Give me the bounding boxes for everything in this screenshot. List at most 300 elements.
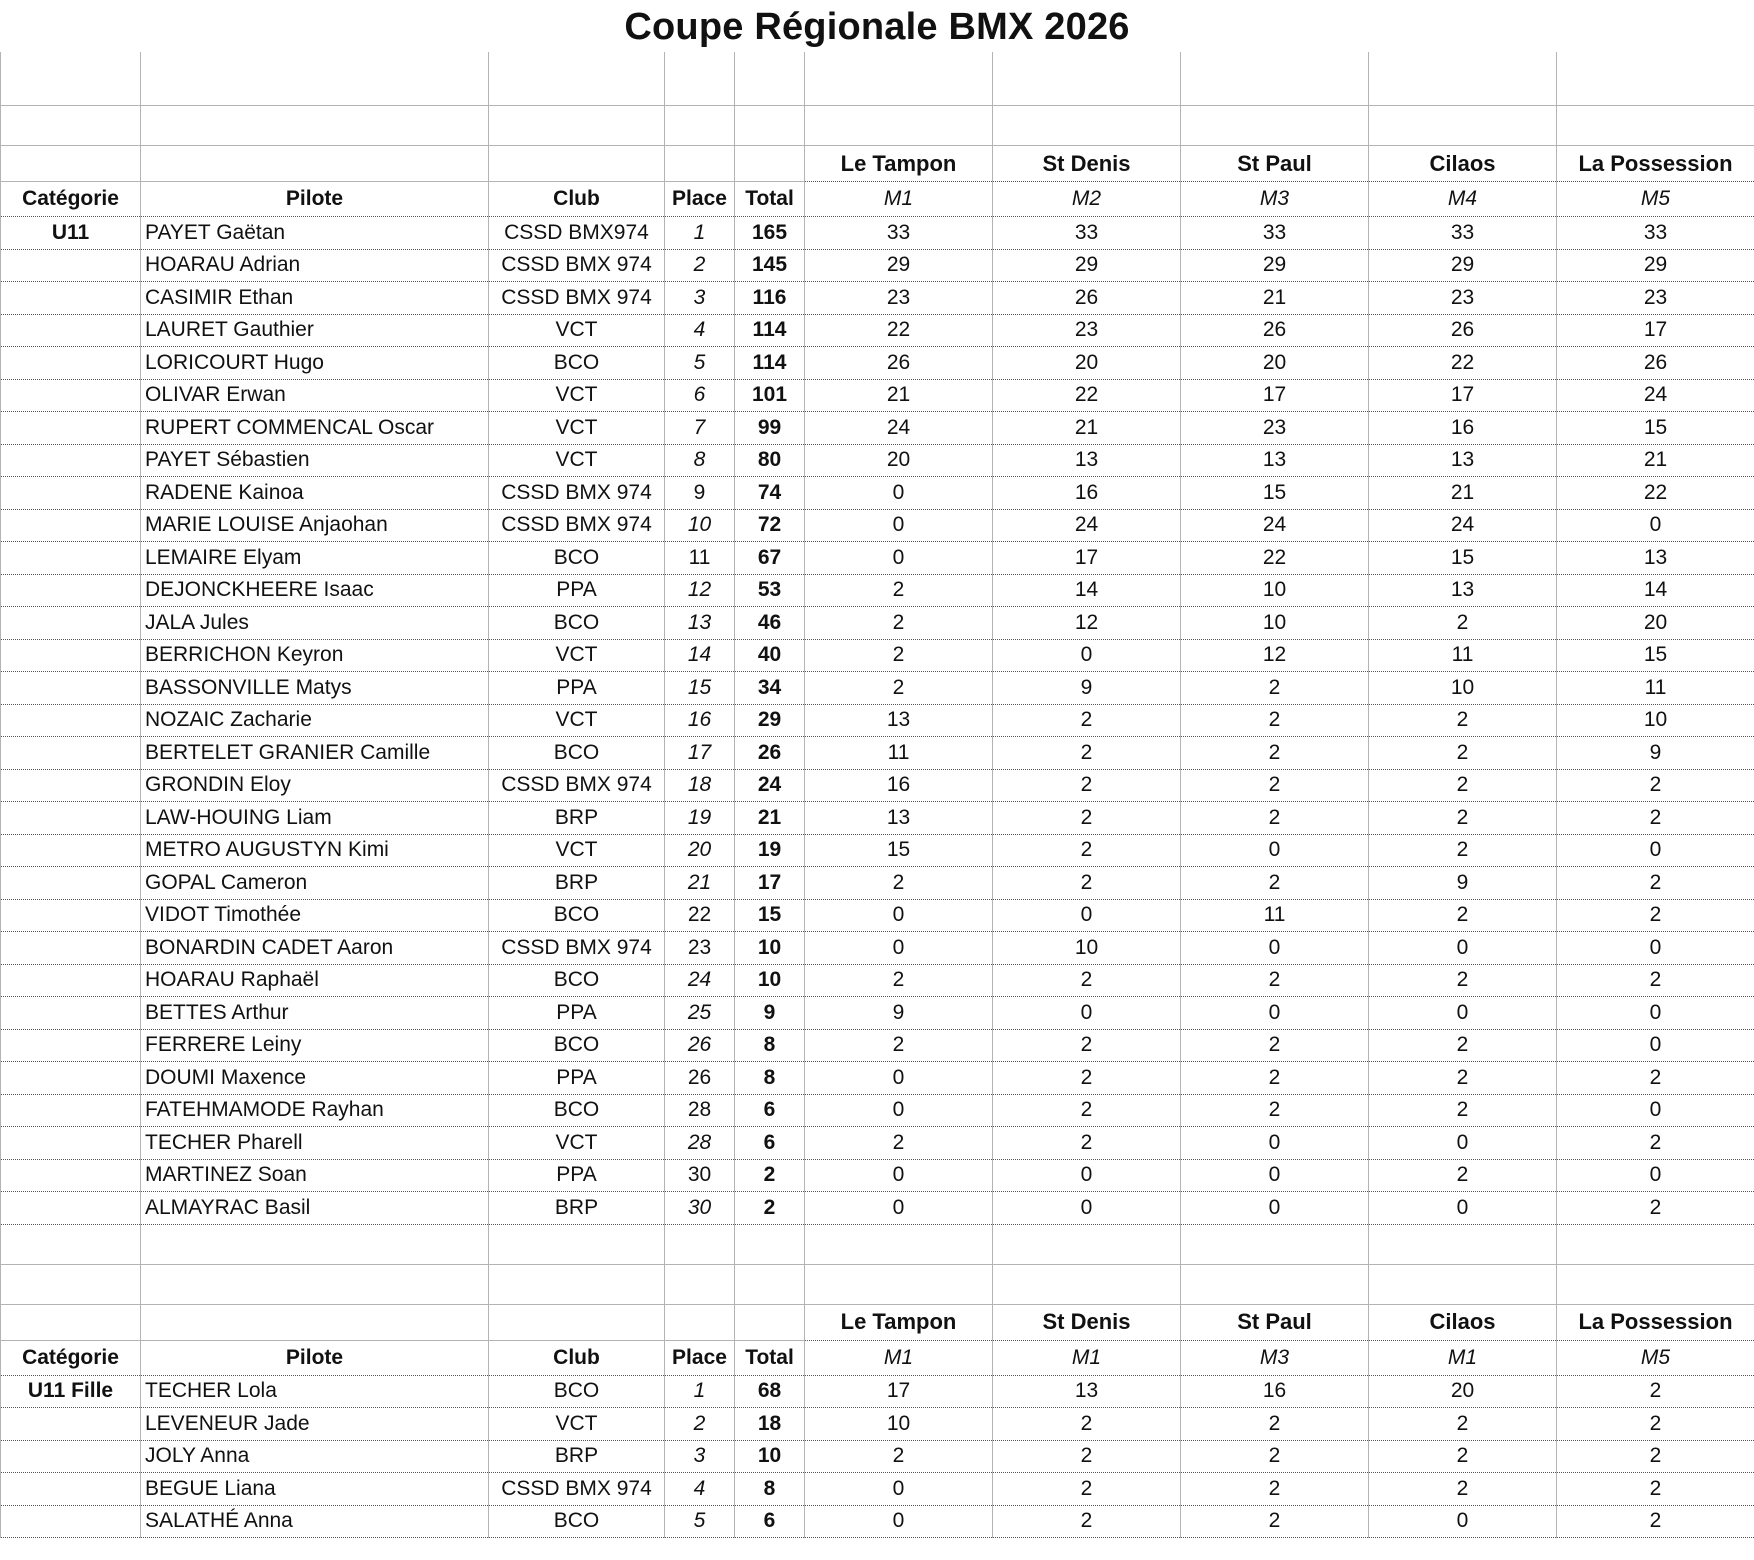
round-score-cell[interactable]: 2 — [1557, 1473, 1754, 1506]
club-cell[interactable]: VCT — [489, 1127, 665, 1160]
category-cell[interactable] — [1, 899, 141, 932]
place-cell[interactable]: 18 — [665, 769, 735, 802]
round-score-cell[interactable]: 0 — [1369, 1505, 1557, 1538]
club-cell[interactable]: VCT — [489, 1408, 665, 1441]
empty-cell[interactable] — [1181, 1264, 1369, 1304]
place-cell[interactable]: 3 — [665, 1440, 735, 1473]
category-cell[interactable] — [1, 672, 141, 705]
empty-cell[interactable] — [993, 52, 1181, 106]
round-score-cell[interactable]: 2 — [805, 607, 993, 640]
category-cell[interactable] — [1, 1408, 141, 1441]
club-cell[interactable]: BCO — [489, 899, 665, 932]
round-score-cell[interactable]: 0 — [993, 997, 1181, 1030]
category-cell[interactable] — [1, 639, 141, 672]
place-cell[interactable]: 4 — [665, 1473, 735, 1506]
round-score-cell[interactable]: 17 — [1181, 379, 1369, 412]
category-cell[interactable] — [1, 997, 141, 1030]
round-score-cell[interactable]: 2 — [993, 1408, 1181, 1441]
club-header[interactable]: Club — [489, 182, 665, 217]
category-cell[interactable] — [1, 1094, 141, 1127]
place-cell[interactable]: 28 — [665, 1127, 735, 1160]
total-cell[interactable]: 53 — [735, 574, 805, 607]
venue-header[interactable]: La Possession — [1557, 146, 1754, 182]
empty-cell[interactable] — [735, 1304, 805, 1340]
round-score-cell[interactable]: 2 — [1557, 964, 1754, 997]
empty-cell[interactable] — [993, 1224, 1181, 1264]
total-cell[interactable]: 10 — [735, 932, 805, 965]
round-score-cell[interactable]: 2 — [805, 574, 993, 607]
total-cell[interactable]: 80 — [735, 444, 805, 477]
round-score-cell[interactable]: 9 — [1369, 867, 1557, 900]
round-score-cell[interactable]: 9 — [1557, 737, 1754, 770]
total-cell[interactable]: 10 — [735, 964, 805, 997]
club-cell[interactable]: CSSD BMX974 — [489, 217, 665, 250]
place-cell[interactable]: 6 — [665, 379, 735, 412]
pilote-cell[interactable]: DEJONCKHEERE Isaac — [141, 574, 489, 607]
round-score-cell[interactable]: 2 — [993, 1440, 1181, 1473]
round-score-cell[interactable]: 0 — [805, 542, 993, 575]
category-cell[interactable] — [1, 1192, 141, 1225]
empty-cell[interactable] — [1557, 1224, 1754, 1264]
round-score-cell[interactable]: 2 — [993, 964, 1181, 997]
round-score-cell[interactable]: 0 — [805, 899, 993, 932]
round-score-cell[interactable]: 2 — [993, 1505, 1181, 1538]
pilote-cell[interactable]: SALATHÉ Anna — [141, 1505, 489, 1538]
place-cell[interactable]: 30 — [665, 1192, 735, 1225]
category-cell[interactable] — [1, 1062, 141, 1095]
club-cell[interactable]: BCO — [489, 964, 665, 997]
total-cell[interactable]: 114 — [735, 314, 805, 347]
empty-cell[interactable] — [735, 146, 805, 182]
round-score-cell[interactable]: 2 — [993, 867, 1181, 900]
club-cell[interactable]: CSSD BMX 974 — [489, 1473, 665, 1506]
round-score-cell[interactable]: 9 — [993, 672, 1181, 705]
round-score-cell[interactable]: 2 — [1369, 802, 1557, 835]
round-score-cell[interactable]: 23 — [1181, 412, 1369, 445]
round-score-cell[interactable]: 2 — [1557, 769, 1754, 802]
total-header[interactable]: Total — [735, 182, 805, 217]
round-score-cell[interactable]: 29 — [805, 249, 993, 282]
empty-cell[interactable] — [665, 52, 735, 106]
empty-cell[interactable] — [1369, 1224, 1557, 1264]
club-cell[interactable]: VCT — [489, 834, 665, 867]
round-score-cell[interactable]: 23 — [1557, 282, 1754, 315]
round-score-cell[interactable]: 0 — [805, 1159, 993, 1192]
pilote-cell[interactable]: TECHER Pharell — [141, 1127, 489, 1160]
round-label[interactable]: M5 — [1557, 1340, 1754, 1375]
round-score-cell[interactable]: 2 — [805, 1440, 993, 1473]
category-cell[interactable] — [1, 379, 141, 412]
total-cell[interactable]: 34 — [735, 672, 805, 705]
total-cell[interactable]: 6 — [735, 1127, 805, 1160]
round-score-cell[interactable]: 10 — [1181, 607, 1369, 640]
empty-cell[interactable] — [805, 52, 993, 106]
place-cell[interactable]: 15 — [665, 672, 735, 705]
pilote-cell[interactable]: HOARAU Raphaël — [141, 964, 489, 997]
empty-cell[interactable] — [1557, 52, 1754, 106]
club-cell[interactable]: PPA — [489, 997, 665, 1030]
round-score-cell[interactable]: 0 — [1181, 1127, 1369, 1160]
place-header[interactable]: Place — [665, 1340, 735, 1375]
round-score-cell[interactable]: 2 — [805, 1127, 993, 1160]
venue-header[interactable]: St Denis — [993, 1304, 1181, 1340]
club-cell[interactable]: BCO — [489, 737, 665, 770]
total-cell[interactable]: 18 — [735, 1408, 805, 1441]
category-cell[interactable] — [1, 867, 141, 900]
empty-cell[interactable] — [1181, 52, 1369, 106]
round-score-cell[interactable]: 0 — [1557, 1029, 1754, 1062]
round-score-cell[interactable]: 11 — [1369, 639, 1557, 672]
round-score-cell[interactable]: 14 — [993, 574, 1181, 607]
round-score-cell[interactable]: 13 — [1369, 444, 1557, 477]
category-cell[interactable] — [1, 964, 141, 997]
round-label[interactable]: M5 — [1557, 182, 1754, 217]
pilote-cell[interactable]: PAYET Sébastien — [141, 444, 489, 477]
total-cell[interactable]: 116 — [735, 282, 805, 315]
total-cell[interactable]: 15 — [735, 899, 805, 932]
category-cell[interactable] — [1, 1159, 141, 1192]
total-cell[interactable]: 99 — [735, 412, 805, 445]
round-score-cell[interactable]: 15 — [1181, 477, 1369, 510]
total-cell[interactable]: 145 — [735, 249, 805, 282]
venue-header[interactable]: Le Tampon — [805, 146, 993, 182]
category-cell[interactable] — [1, 542, 141, 575]
round-score-cell[interactable]: 23 — [805, 282, 993, 315]
categorie-header[interactable]: Catégorie — [1, 182, 141, 217]
round-score-cell[interactable]: 2 — [993, 1127, 1181, 1160]
round-score-cell[interactable]: 16 — [1369, 412, 1557, 445]
round-score-cell[interactable]: 2 — [1181, 1029, 1369, 1062]
club-cell[interactable]: VCT — [489, 704, 665, 737]
pilote-cell[interactable]: MARIE LOUISE Anjaohan — [141, 509, 489, 542]
total-header[interactable]: Total — [735, 1340, 805, 1375]
pilote-cell[interactable]: VIDOT Timothée — [141, 899, 489, 932]
category-cell[interactable] — [1, 314, 141, 347]
place-cell[interactable]: 7 — [665, 412, 735, 445]
round-score-cell[interactable]: 21 — [993, 412, 1181, 445]
total-cell[interactable]: 21 — [735, 802, 805, 835]
place-cell[interactable]: 11 — [665, 542, 735, 575]
total-cell[interactable]: 74 — [735, 477, 805, 510]
round-score-cell[interactable]: 2 — [1181, 1473, 1369, 1506]
empty-cell[interactable] — [1, 52, 141, 106]
empty-cell[interactable] — [1369, 1264, 1557, 1304]
total-cell[interactable]: 17 — [735, 867, 805, 900]
round-score-cell[interactable]: 2 — [1181, 867, 1369, 900]
round-score-cell[interactable]: 12 — [993, 607, 1181, 640]
club-cell[interactable]: BCO — [489, 542, 665, 575]
empty-cell[interactable] — [141, 146, 489, 182]
pilote-cell[interactable]: CASIMIR Ethan — [141, 282, 489, 315]
empty-cell[interactable] — [1, 1304, 141, 1340]
place-cell[interactable]: 2 — [665, 1408, 735, 1441]
club-cell[interactable]: BRP — [489, 1192, 665, 1225]
round-score-cell[interactable]: 20 — [1181, 347, 1369, 380]
pilote-cell[interactable]: ALMAYRAC Basil — [141, 1192, 489, 1225]
round-score-cell[interactable]: 0 — [1557, 997, 1754, 1030]
round-score-cell[interactable]: 10 — [805, 1408, 993, 1441]
round-score-cell[interactable]: 22 — [1557, 477, 1754, 510]
round-score-cell[interactable]: 33 — [1181, 217, 1369, 250]
pilote-cell[interactable]: BETTES Arthur — [141, 997, 489, 1030]
place-cell[interactable]: 1 — [665, 1375, 735, 1408]
place-cell[interactable]: 16 — [665, 704, 735, 737]
round-score-cell[interactable]: 2 — [993, 1094, 1181, 1127]
round-score-cell[interactable]: 24 — [1557, 379, 1754, 412]
round-score-cell[interactable]: 0 — [1181, 1159, 1369, 1192]
pilote-cell[interactable]: METRO AUGUSTYN Kimi — [141, 834, 489, 867]
club-cell[interactable]: BRP — [489, 1440, 665, 1473]
round-score-cell[interactable]: 0 — [1557, 509, 1754, 542]
round-score-cell[interactable]: 0 — [1369, 1127, 1557, 1160]
round-score-cell[interactable]: 0 — [993, 639, 1181, 672]
pilote-cell[interactable]: LORICOURT Hugo — [141, 347, 489, 380]
empty-cell[interactable] — [1, 146, 141, 182]
pilote-cell[interactable]: MARTINEZ Soan — [141, 1159, 489, 1192]
venue-header[interactable]: Cilaos — [1369, 1304, 1557, 1340]
round-label[interactable]: M2 — [993, 182, 1181, 217]
empty-cell[interactable] — [735, 1224, 805, 1264]
place-cell[interactable]: 9 — [665, 477, 735, 510]
club-cell[interactable]: BCO — [489, 1505, 665, 1538]
place-cell[interactable]: 12 — [665, 574, 735, 607]
total-cell[interactable]: 6 — [735, 1094, 805, 1127]
empty-cell[interactable] — [141, 106, 489, 146]
total-cell[interactable]: 10 — [735, 1440, 805, 1473]
round-score-cell[interactable]: 13 — [993, 1375, 1181, 1408]
round-label[interactable]: M1 — [805, 1340, 993, 1375]
club-cell[interactable]: CSSD BMX 974 — [489, 509, 665, 542]
empty-cell[interactable] — [1369, 106, 1557, 146]
pilote-cell[interactable]: LEVENEUR Jade — [141, 1408, 489, 1441]
round-score-cell[interactable]: 2 — [1557, 1505, 1754, 1538]
round-score-cell[interactable]: 2 — [993, 737, 1181, 770]
total-cell[interactable]: 8 — [735, 1029, 805, 1062]
total-cell[interactable]: 2 — [735, 1159, 805, 1192]
club-header[interactable]: Club — [489, 1340, 665, 1375]
empty-cell[interactable] — [489, 52, 665, 106]
empty-cell[interactable] — [1, 1224, 141, 1264]
round-score-cell[interactable]: 2 — [1181, 737, 1369, 770]
pilote-cell[interactable]: BONARDIN CADET Aaron — [141, 932, 489, 965]
round-score-cell[interactable]: 2 — [1557, 1062, 1754, 1095]
round-score-cell[interactable]: 2 — [1369, 704, 1557, 737]
pilote-cell[interactable]: FERRERE Leiny — [141, 1029, 489, 1062]
category-cell[interactable] — [1, 444, 141, 477]
round-score-cell[interactable]: 2 — [1181, 1094, 1369, 1127]
round-score-cell[interactable]: 2 — [1369, 1440, 1557, 1473]
round-score-cell[interactable]: 17 — [1369, 379, 1557, 412]
empty-cell[interactable] — [665, 146, 735, 182]
empty-cell[interactable] — [665, 1224, 735, 1264]
pilote-header[interactable]: Pilote — [141, 1340, 489, 1375]
round-score-cell[interactable]: 16 — [805, 769, 993, 802]
total-cell[interactable]: 24 — [735, 769, 805, 802]
club-cell[interactable]: CSSD BMX 974 — [489, 249, 665, 282]
club-cell[interactable]: BCO — [489, 1375, 665, 1408]
venue-header[interactable]: La Possession — [1557, 1304, 1754, 1340]
round-score-cell[interactable]: 15 — [1557, 639, 1754, 672]
place-cell[interactable]: 14 — [665, 639, 735, 672]
place-cell[interactable]: 3 — [665, 282, 735, 315]
total-cell[interactable]: 26 — [735, 737, 805, 770]
round-score-cell[interactable]: 2 — [993, 802, 1181, 835]
category-cell[interactable] — [1, 607, 141, 640]
pilote-cell[interactable]: DOUMI Maxence — [141, 1062, 489, 1095]
round-score-cell[interactable]: 23 — [993, 314, 1181, 347]
club-cell[interactable]: BRP — [489, 867, 665, 900]
round-score-cell[interactable]: 17 — [993, 542, 1181, 575]
category-cell[interactable] — [1, 1440, 141, 1473]
round-score-cell[interactable]: 20 — [1369, 1375, 1557, 1408]
round-score-cell[interactable]: 24 — [1181, 509, 1369, 542]
round-score-cell[interactable]: 22 — [1369, 347, 1557, 380]
place-cell[interactable]: 30 — [665, 1159, 735, 1192]
place-cell[interactable]: 8 — [665, 444, 735, 477]
round-score-cell[interactable]: 0 — [1181, 834, 1369, 867]
place-cell[interactable]: 1 — [665, 217, 735, 250]
empty-cell[interactable] — [665, 106, 735, 146]
club-cell[interactable]: BCO — [489, 1094, 665, 1127]
round-score-cell[interactable]: 22 — [805, 314, 993, 347]
round-score-cell[interactable]: 2 — [1557, 1408, 1754, 1441]
venue-header[interactable]: St Paul — [1181, 146, 1369, 182]
category-cell[interactable] — [1, 1029, 141, 1062]
venue-header[interactable]: Cilaos — [1369, 146, 1557, 182]
pilote-cell[interactable]: JALA Jules — [141, 607, 489, 640]
round-score-cell[interactable]: 0 — [1557, 834, 1754, 867]
round-score-cell[interactable]: 10 — [1557, 704, 1754, 737]
round-score-cell[interactable]: 2 — [1181, 1505, 1369, 1538]
pilote-cell[interactable]: BEGUE Liana — [141, 1473, 489, 1506]
round-score-cell[interactable]: 21 — [805, 379, 993, 412]
round-score-cell[interactable]: 15 — [1557, 412, 1754, 445]
round-score-cell[interactable]: 0 — [805, 932, 993, 965]
round-score-cell[interactable]: 33 — [1557, 217, 1754, 250]
club-cell[interactable]: BRP — [489, 802, 665, 835]
round-score-cell[interactable]: 9 — [805, 997, 993, 1030]
round-score-cell[interactable]: 2 — [1369, 1094, 1557, 1127]
round-score-cell[interactable]: 15 — [1369, 542, 1557, 575]
round-score-cell[interactable]: 2 — [993, 1062, 1181, 1095]
round-score-cell[interactable]: 0 — [805, 1192, 993, 1225]
round-score-cell[interactable]: 29 — [1557, 249, 1754, 282]
pilote-cell[interactable]: LEMAIRE Elyam — [141, 542, 489, 575]
category-cell[interactable] — [1, 574, 141, 607]
round-score-cell[interactable]: 29 — [1369, 249, 1557, 282]
round-score-cell[interactable]: 2 — [993, 1473, 1181, 1506]
empty-cell[interactable] — [993, 1264, 1181, 1304]
empty-cell[interactable] — [735, 106, 805, 146]
round-score-cell[interactable]: 21 — [1557, 444, 1754, 477]
club-cell[interactable]: VCT — [489, 314, 665, 347]
round-score-cell[interactable]: 20 — [805, 444, 993, 477]
empty-cell[interactable] — [735, 52, 805, 106]
venue-header[interactable]: St Paul — [1181, 1304, 1369, 1340]
round-label[interactable]: M3 — [1181, 1340, 1369, 1375]
total-cell[interactable]: 67 — [735, 542, 805, 575]
round-score-cell[interactable]: 33 — [805, 217, 993, 250]
empty-cell[interactable] — [1369, 52, 1557, 106]
category-cell[interactable] — [1, 249, 141, 282]
round-score-cell[interactable]: 16 — [993, 477, 1181, 510]
round-score-cell[interactable]: 0 — [805, 1505, 993, 1538]
round-score-cell[interactable]: 2 — [1369, 769, 1557, 802]
club-cell[interactable]: CSSD BMX 974 — [489, 477, 665, 510]
place-cell[interactable]: 19 — [665, 802, 735, 835]
place-cell[interactable]: 2 — [665, 249, 735, 282]
category-cell[interactable] — [1, 802, 141, 835]
round-score-cell[interactable]: 0 — [1181, 932, 1369, 965]
club-cell[interactable]: PPA — [489, 1062, 665, 1095]
category-cell[interactable] — [1, 1505, 141, 1538]
place-cell[interactable]: 4 — [665, 314, 735, 347]
venue-header[interactable]: Le Tampon — [805, 1304, 993, 1340]
round-score-cell[interactable]: 0 — [1557, 932, 1754, 965]
round-score-cell[interactable]: 2 — [993, 834, 1181, 867]
round-score-cell[interactable]: 2 — [1557, 802, 1754, 835]
round-score-cell[interactable]: 17 — [1557, 314, 1754, 347]
round-score-cell[interactable]: 33 — [1369, 217, 1557, 250]
pilote-cell[interactable]: TECHER Lola — [141, 1375, 489, 1408]
round-score-cell[interactable]: 17 — [805, 1375, 993, 1408]
round-score-cell[interactable]: 0 — [805, 1062, 993, 1095]
place-cell[interactable]: 26 — [665, 1062, 735, 1095]
round-score-cell[interactable]: 2 — [1181, 769, 1369, 802]
round-label[interactable]: M1 — [805, 182, 993, 217]
round-score-cell[interactable]: 0 — [993, 1192, 1181, 1225]
round-score-cell[interactable]: 2 — [993, 1029, 1181, 1062]
total-cell[interactable]: 101 — [735, 379, 805, 412]
round-score-cell[interactable]: 2 — [1181, 802, 1369, 835]
club-cell[interactable]: VCT — [489, 444, 665, 477]
empty-cell[interactable] — [735, 1264, 805, 1304]
empty-cell[interactable] — [805, 1264, 993, 1304]
round-score-cell[interactable]: 2 — [1181, 1440, 1369, 1473]
empty-cell[interactable] — [489, 1264, 665, 1304]
round-score-cell[interactable]: 0 — [1557, 1094, 1754, 1127]
place-cell[interactable]: 21 — [665, 867, 735, 900]
empty-cell[interactable] — [141, 1224, 489, 1264]
round-score-cell[interactable]: 24 — [805, 412, 993, 445]
club-cell[interactable]: CSSD BMX 974 — [489, 282, 665, 315]
total-cell[interactable]: 19 — [735, 834, 805, 867]
round-score-cell[interactable]: 21 — [1369, 477, 1557, 510]
category-cell[interactable] — [1, 1127, 141, 1160]
round-score-cell[interactable]: 0 — [1369, 932, 1557, 965]
place-cell[interactable]: 23 — [665, 932, 735, 965]
round-score-cell[interactable]: 26 — [993, 282, 1181, 315]
club-cell[interactable]: CSSD BMX 974 — [489, 769, 665, 802]
club-cell[interactable]: BCO — [489, 347, 665, 380]
total-cell[interactable]: 8 — [735, 1473, 805, 1506]
place-cell[interactable]: 5 — [665, 347, 735, 380]
pilote-cell[interactable]: LAURET Gauthier — [141, 314, 489, 347]
category-cell[interactable] — [1, 932, 141, 965]
round-score-cell[interactable]: 2 — [1557, 1192, 1754, 1225]
category-cell[interactable] — [1, 737, 141, 770]
empty-cell[interactable] — [141, 1304, 489, 1340]
round-score-cell[interactable]: 0 — [805, 1094, 993, 1127]
round-score-cell[interactable]: 0 — [1369, 997, 1557, 1030]
round-score-cell[interactable]: 2 — [1369, 607, 1557, 640]
place-cell[interactable]: 13 — [665, 607, 735, 640]
empty-cell[interactable] — [1557, 106, 1754, 146]
round-score-cell[interactable]: 10 — [993, 932, 1181, 965]
total-cell[interactable]: 29 — [735, 704, 805, 737]
round-score-cell[interactable]: 26 — [805, 347, 993, 380]
pilote-cell[interactable]: BASSONVILLE Matys — [141, 672, 489, 705]
